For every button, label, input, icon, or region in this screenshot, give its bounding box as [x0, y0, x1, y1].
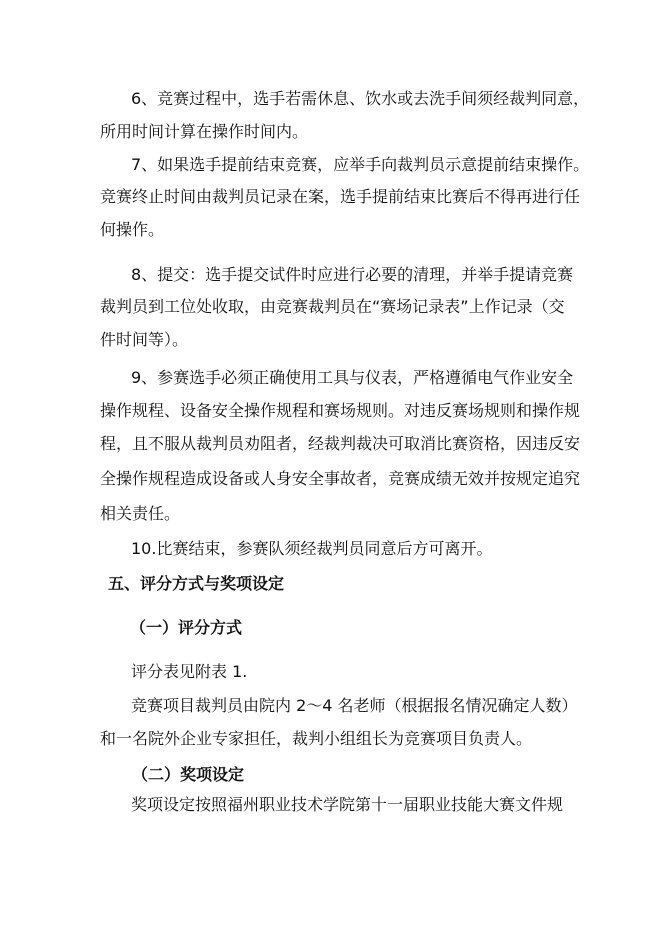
paragraph-line: 评分表见附表 1. [131, 662, 248, 681]
paragraph-line: 竞赛项目裁判员由院内 2～4 名老师（根据报名情况确定人数） [131, 696, 578, 715]
section-heading: 五、评分方式与奖项设定 [108, 574, 285, 593]
paragraph-line: 8、提交：选手提交试件时应进行必要的清理，并举手提请竞赛 [131, 265, 574, 284]
paragraph-line: 和一名院外企业专家担任，裁判小组组长为竞赛项目负责人。 [100, 729, 533, 748]
paragraph-line: 相关责任。 [100, 504, 181, 523]
paragraph-line: 奖项设定按照福州职业技术学院第十一届职业技能大赛文件规 [131, 795, 564, 814]
subsection-heading: （二）奖项设定 [132, 765, 245, 784]
paragraph-line: 6、竞赛过程中，选手若需休息、饮水或去洗手间须经裁判同意， [131, 89, 590, 108]
paragraph-line: 件时间等）。 [100, 330, 189, 349]
paragraph-line: 程，且不服从裁判员劝阻者，经裁判裁决可取消比赛资格，因违反安 [100, 434, 581, 453]
paragraph-line: 7、如果选手提前结束竞赛，应举手向裁判员示意提前结束操作。 [131, 155, 590, 174]
paragraph-line: 竞赛终止时间由裁判员记录在案，选手提前结束比赛后不得再进行任 [100, 187, 581, 206]
paragraph-line: 全操作规程造成设备或人身安全事故者，竞赛成绩无效并按规定追究 [100, 469, 581, 488]
paragraph-line: 所用时间计算在操作时间内。 [100, 122, 309, 141]
paragraph-line: 操作规程、设备安全操作规程和赛场规则。对违反赛场规则和操作规 [100, 401, 581, 420]
paragraph-line: 9、参赛选手必须正确使用工具与仪表，严格遵循电气作业安全 [131, 368, 574, 387]
paragraph-line: 何操作。 [100, 220, 165, 239]
paragraph-line: 裁判员到工位处收取，由竞赛裁判员在“赛场记录表”上作记录（交 [100, 297, 565, 316]
paragraph-line: 10.比赛结束，参赛队须经裁判员同意后方可离开。 [131, 539, 493, 558]
subsection-heading: （一）评分方式 [130, 618, 243, 637]
